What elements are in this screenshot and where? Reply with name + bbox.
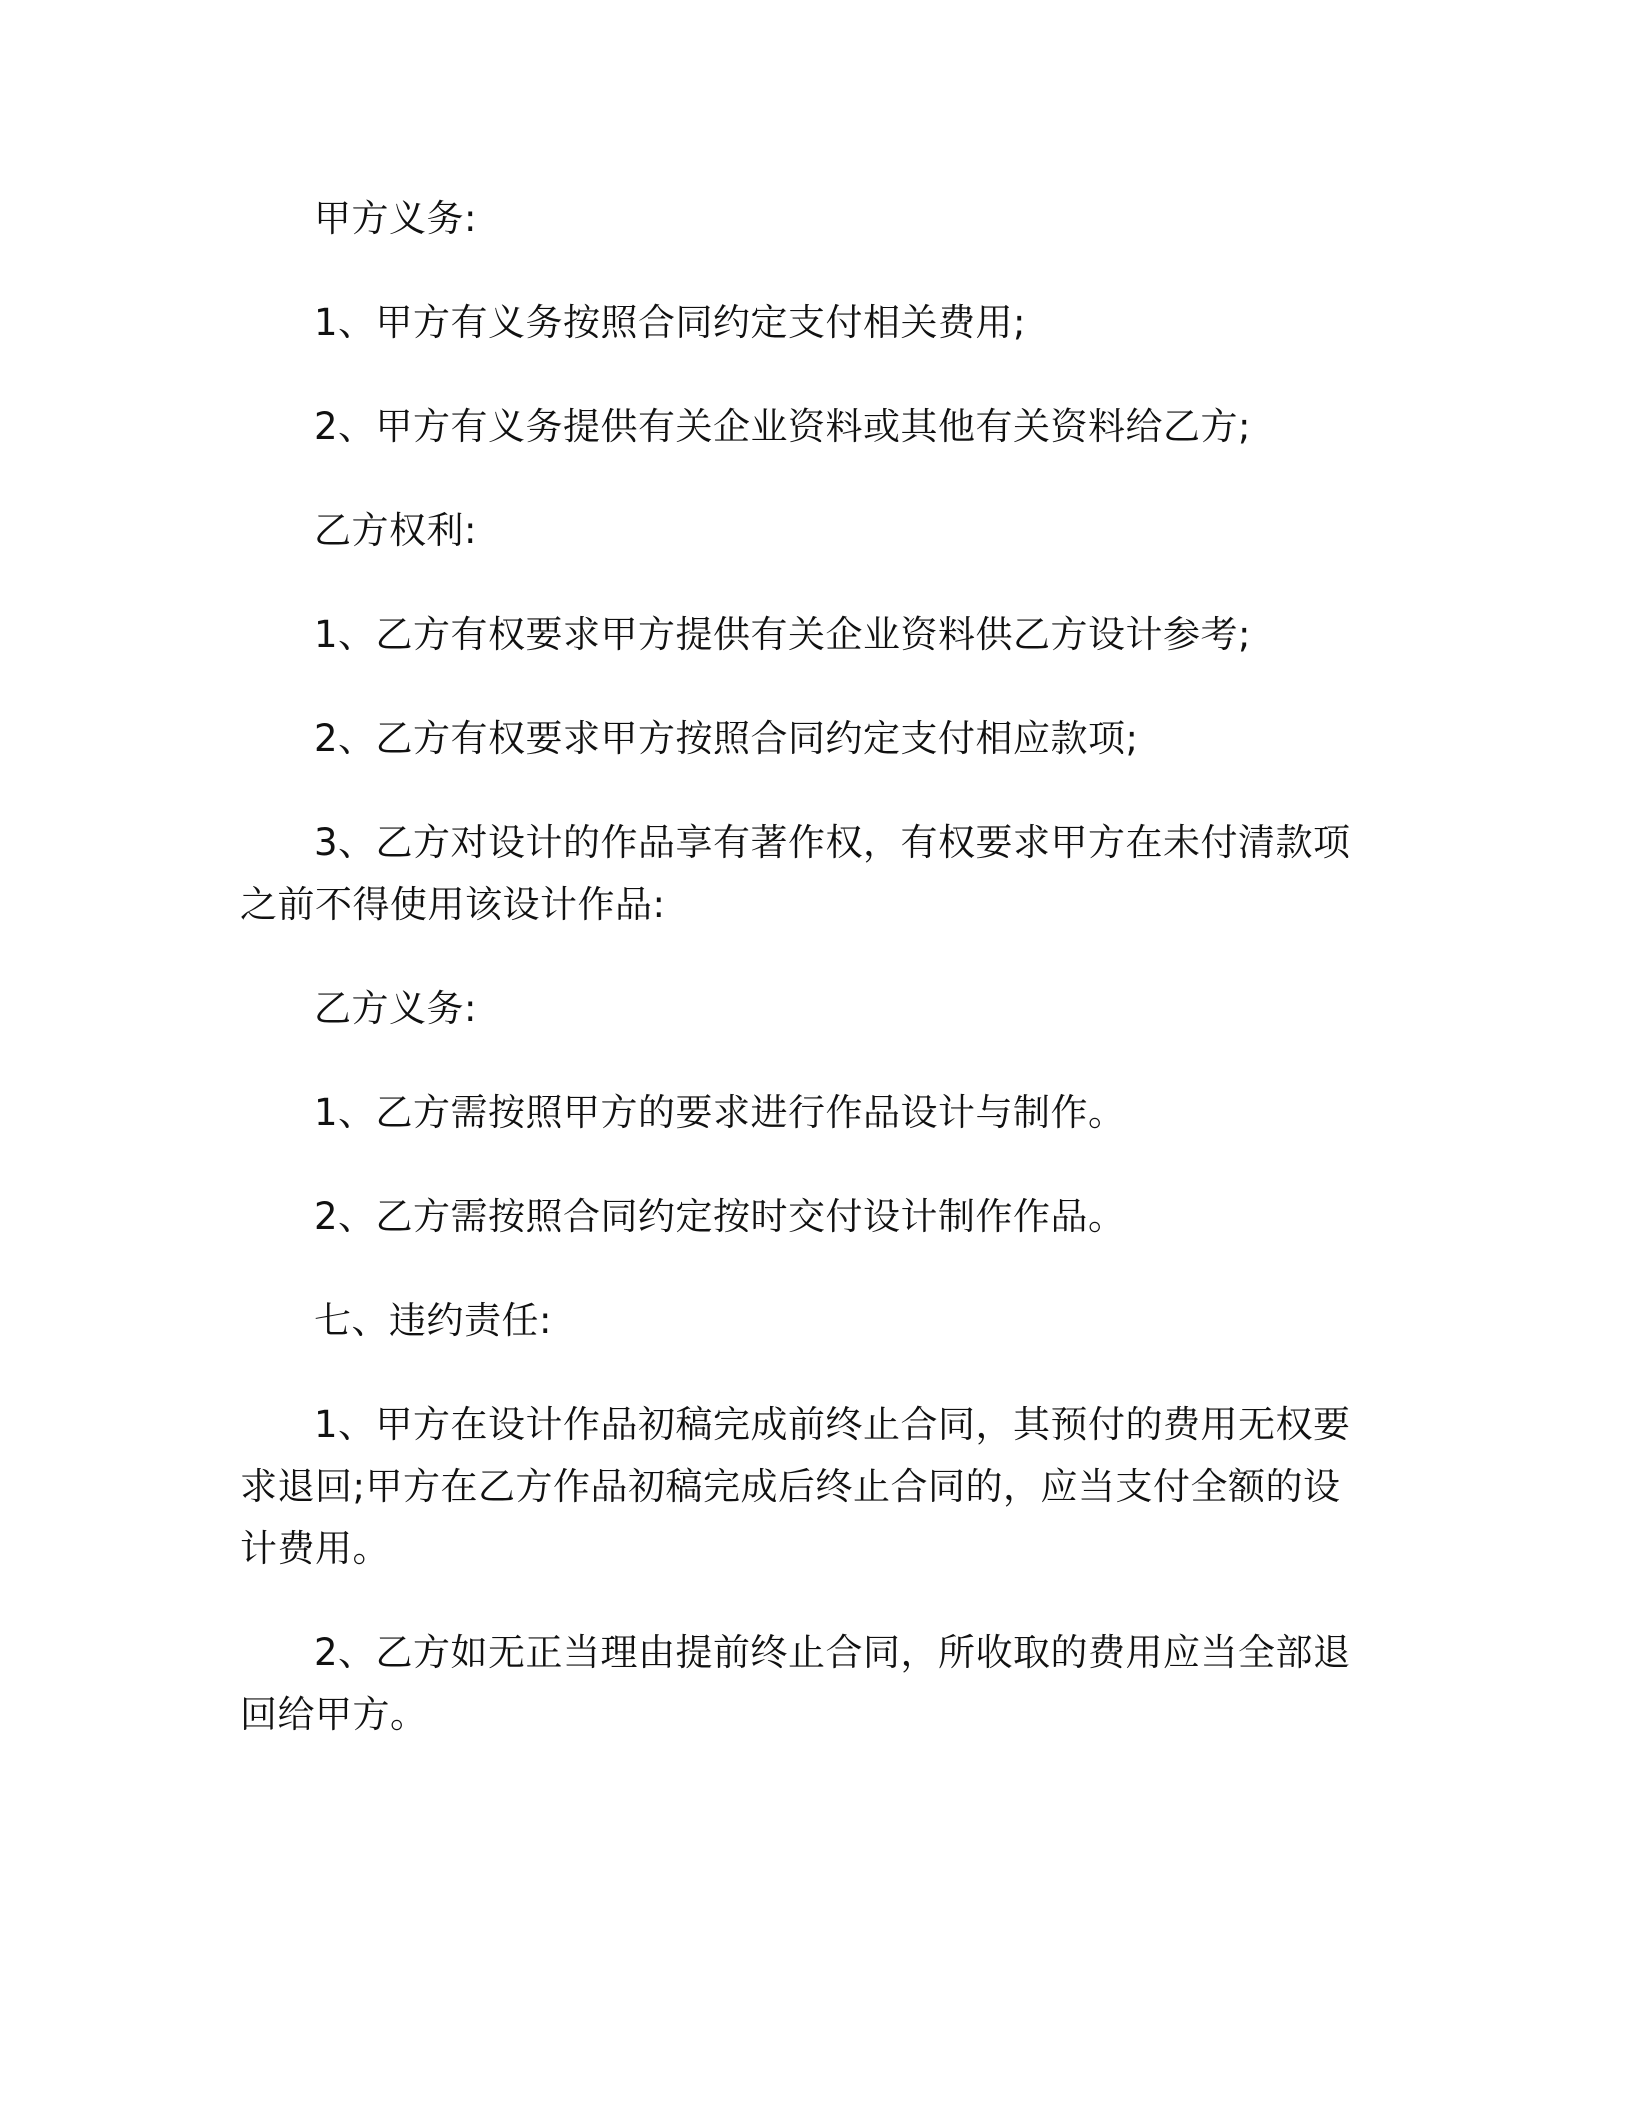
breach-clause-1: 1、甲方在设计作品初稿完成前终止合同，其预付的费用无权要求退回;甲方在乙方作品初稿完成后终止合同的，应当支付全额的设计费用。: [240, 1403, 1351, 1570]
breach-clause-2: 2、乙方如无正当理由提前终止合同，所收取的费用应当全部退回给甲方。: [240, 1631, 1351, 1736]
heading-party-b-rights: 乙方权利:: [314, 509, 477, 552]
heading-party-a-obligations: 甲方义务:: [314, 197, 477, 240]
heading-party-b-obligations: 乙方义务:: [314, 987, 477, 1030]
party-b-obligation-2: 2、乙方需按照合同约定按时交付设计制作作品。: [314, 1195, 1126, 1238]
party-a-obligation-2: 2、甲方有义务提供有关企业资料或其他有关资料给乙方;: [314, 405, 1252, 448]
document-body: [240, 188, 1376, 1788]
party-b-right-3: 3、乙方对设计的作品享有著作权，有权要求甲方在未付清款项之前不得使用该设计作品:: [240, 821, 1351, 926]
party-b-right-2: 2、乙方有权要求甲方按照合同约定支付相应款项;: [314, 717, 1139, 760]
party-a-obligation-1: 1、甲方有义务按照合同约定支付相关费用;: [314, 301, 1027, 344]
party-b-right-1: 1、乙方有权要求甲方提供有关企业资料供乙方设计参考;: [314, 613, 1252, 656]
heading-breach-liability: 七、违约责任:: [314, 1299, 552, 1342]
party-b-obligation-1: 1、乙方需按照甲方的要求进行作品设计与制作。: [314, 1091, 1126, 1134]
